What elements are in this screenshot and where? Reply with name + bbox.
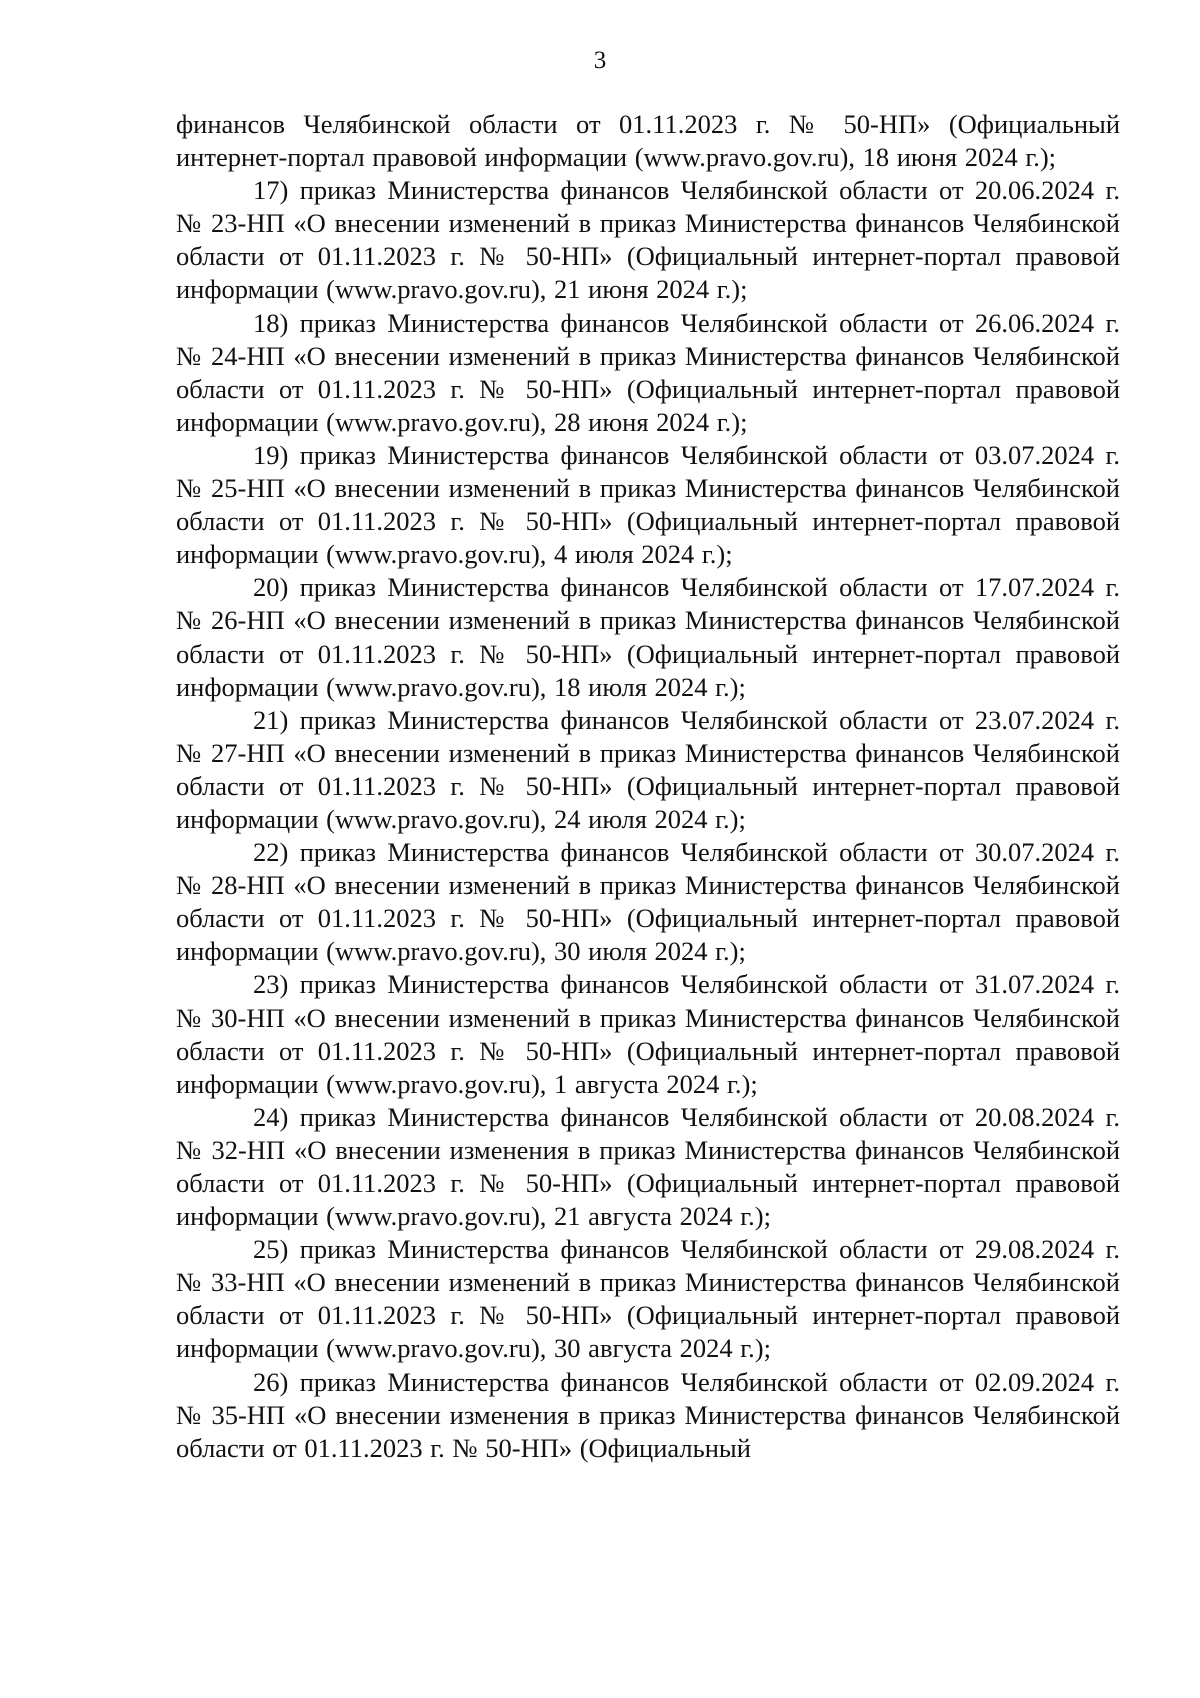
item-number: 17): [253, 175, 289, 206]
document-body: [176, 108, 1120, 1465]
item-text: приказ Министерства финансов Челябинской области от 02.09.2024 г. № 35-НП «О внесении изменения в приказ Министерства финансов Челябинской области от 01.11.2023 г. № 50-НП» (Официальный: [176, 1366, 1120, 1463]
list-item: [176, 1233, 1120, 1365]
item-number: 20): [253, 572, 289, 603]
page-number: 3: [593, 47, 607, 74]
item-text: приказ Министерства финансов Челябинской области от 30.07.2024 г. № 28-НП «О внесении изменений в приказ Министерства финансов Челябинской области от 01.11.2023 г. № 50-НП» (Официальный интернет-портал правовой информации (www.pravo.gov.ru), 30 июля 2024 г.);: [176, 837, 1120, 967]
item-number: 24): [253, 1101, 289, 1132]
item-text: приказ Министерства финансов Челябинской области от 26.06.2024 г. № 24-НП «О внесении изменений в приказ Министерства финансов Челябинской области от 01.11.2023 г. № 50-НП» (Официальный интернет-портал правовой информации (www.pravo.gov.ru), 28 июня 2024 г.);: [176, 307, 1120, 437]
item-text: приказ Министерства финансов Челябинской области от 20.08.2024 г. № 32-НП «О внесении изменения в приказ Министерства финансов Челябинской области от 01.11.2023 г. № 50-НП» (Официальный интернет-портал правовой информации (www.pravo.gov.ru), 21 августа 2024 г.);: [176, 1101, 1120, 1232]
item-text: приказ Министерства финансов Челябинской области от 03.07.2024 г. № 25-НП «О внесении изменений в приказ Министерства финансов Челябинской области от 01.11.2023 г. № 50-НП» (Официальный интернет-портал правовой информации (www.pravo.gov.ru), 4 июля 2024 г.);: [176, 439, 1120, 570]
item-text: приказ Министерства финансов Челябинской области от 17.07.2024 г. № 26-НП «О внесении изменений в приказ Министерства финансов Челябинской области от 01.11.2023 г. № 50-НП» (Официальный интернет-портал правовой информации (www.pravo.gov.ru), 18 июля 2024 г.);: [176, 572, 1120, 702]
list-item: [176, 1101, 1120, 1233]
item-number: 19): [253, 439, 289, 470]
list-item: [176, 704, 1120, 836]
item-text: приказ Министерства финансов Челябинской области от 29.08.2024 г. № 33-НП «О внесении изменений в приказ Министерства финансов Челябинской области от 01.11.2023 г. № 50-НП» (Официальный интернет-портал правовой информации (www.pravo.gov.ru), 30 августа 2024 г.);: [176, 1234, 1120, 1364]
item-number: 25): [253, 1234, 289, 1265]
item-number: 26): [253, 1366, 289, 1397]
list-item: [176, 836, 1120, 968]
list-item: [176, 439, 1120, 571]
list-item: [176, 968, 1120, 1100]
item-text: приказ Министерства финансов Челябинской области от 20.06.2024 г. № 23-НП «О внесении изменений в приказ Министерства финансов Челябинской области от 01.11.2023 г. № 50-НП» (Официальный интернет-портал правовой информации (www.pravo.gov.ru), 21 июня 2024 г.);: [176, 175, 1120, 305]
intro-paragraph: финансов Челябинской области от 01.11.2023 г. № 50-НП» (Официальный интернет-портал правовой информации (www.pravo.gov.ru), 18 июня 2024 г.);: [176, 109, 1120, 173]
item-number: 23): [253, 969, 289, 1000]
list-item: [176, 1366, 1120, 1465]
list-item: [176, 571, 1120, 703]
item-number: 22): [253, 837, 289, 868]
item-number: 18): [253, 307, 289, 338]
item-text: приказ Министерства финансов Челябинской области от 31.07.2024 г. № 30-НП «О внесении изменений в приказ Министерства финансов Челябинской области от 01.11.2023 г. № 50-НП» (Официальный интернет-портал правовой информации (www.pravo.gov.ru), 1 августа 2024 г.);: [176, 969, 1120, 1099]
list-item: [176, 174, 1120, 306]
item-text: приказ Министерства финансов Челябинской области от 23.07.2024 г. № 27-НП «О внесении изменений в приказ Министерства финансов Челябинской области от 01.11.2023 г. № 50-НП» (Официальный интернет-портал правовой информации (www.pravo.gov.ru), 24 июля 2024 г.);: [176, 704, 1120, 834]
list-item: [176, 307, 1120, 439]
item-number: 21): [253, 704, 289, 735]
